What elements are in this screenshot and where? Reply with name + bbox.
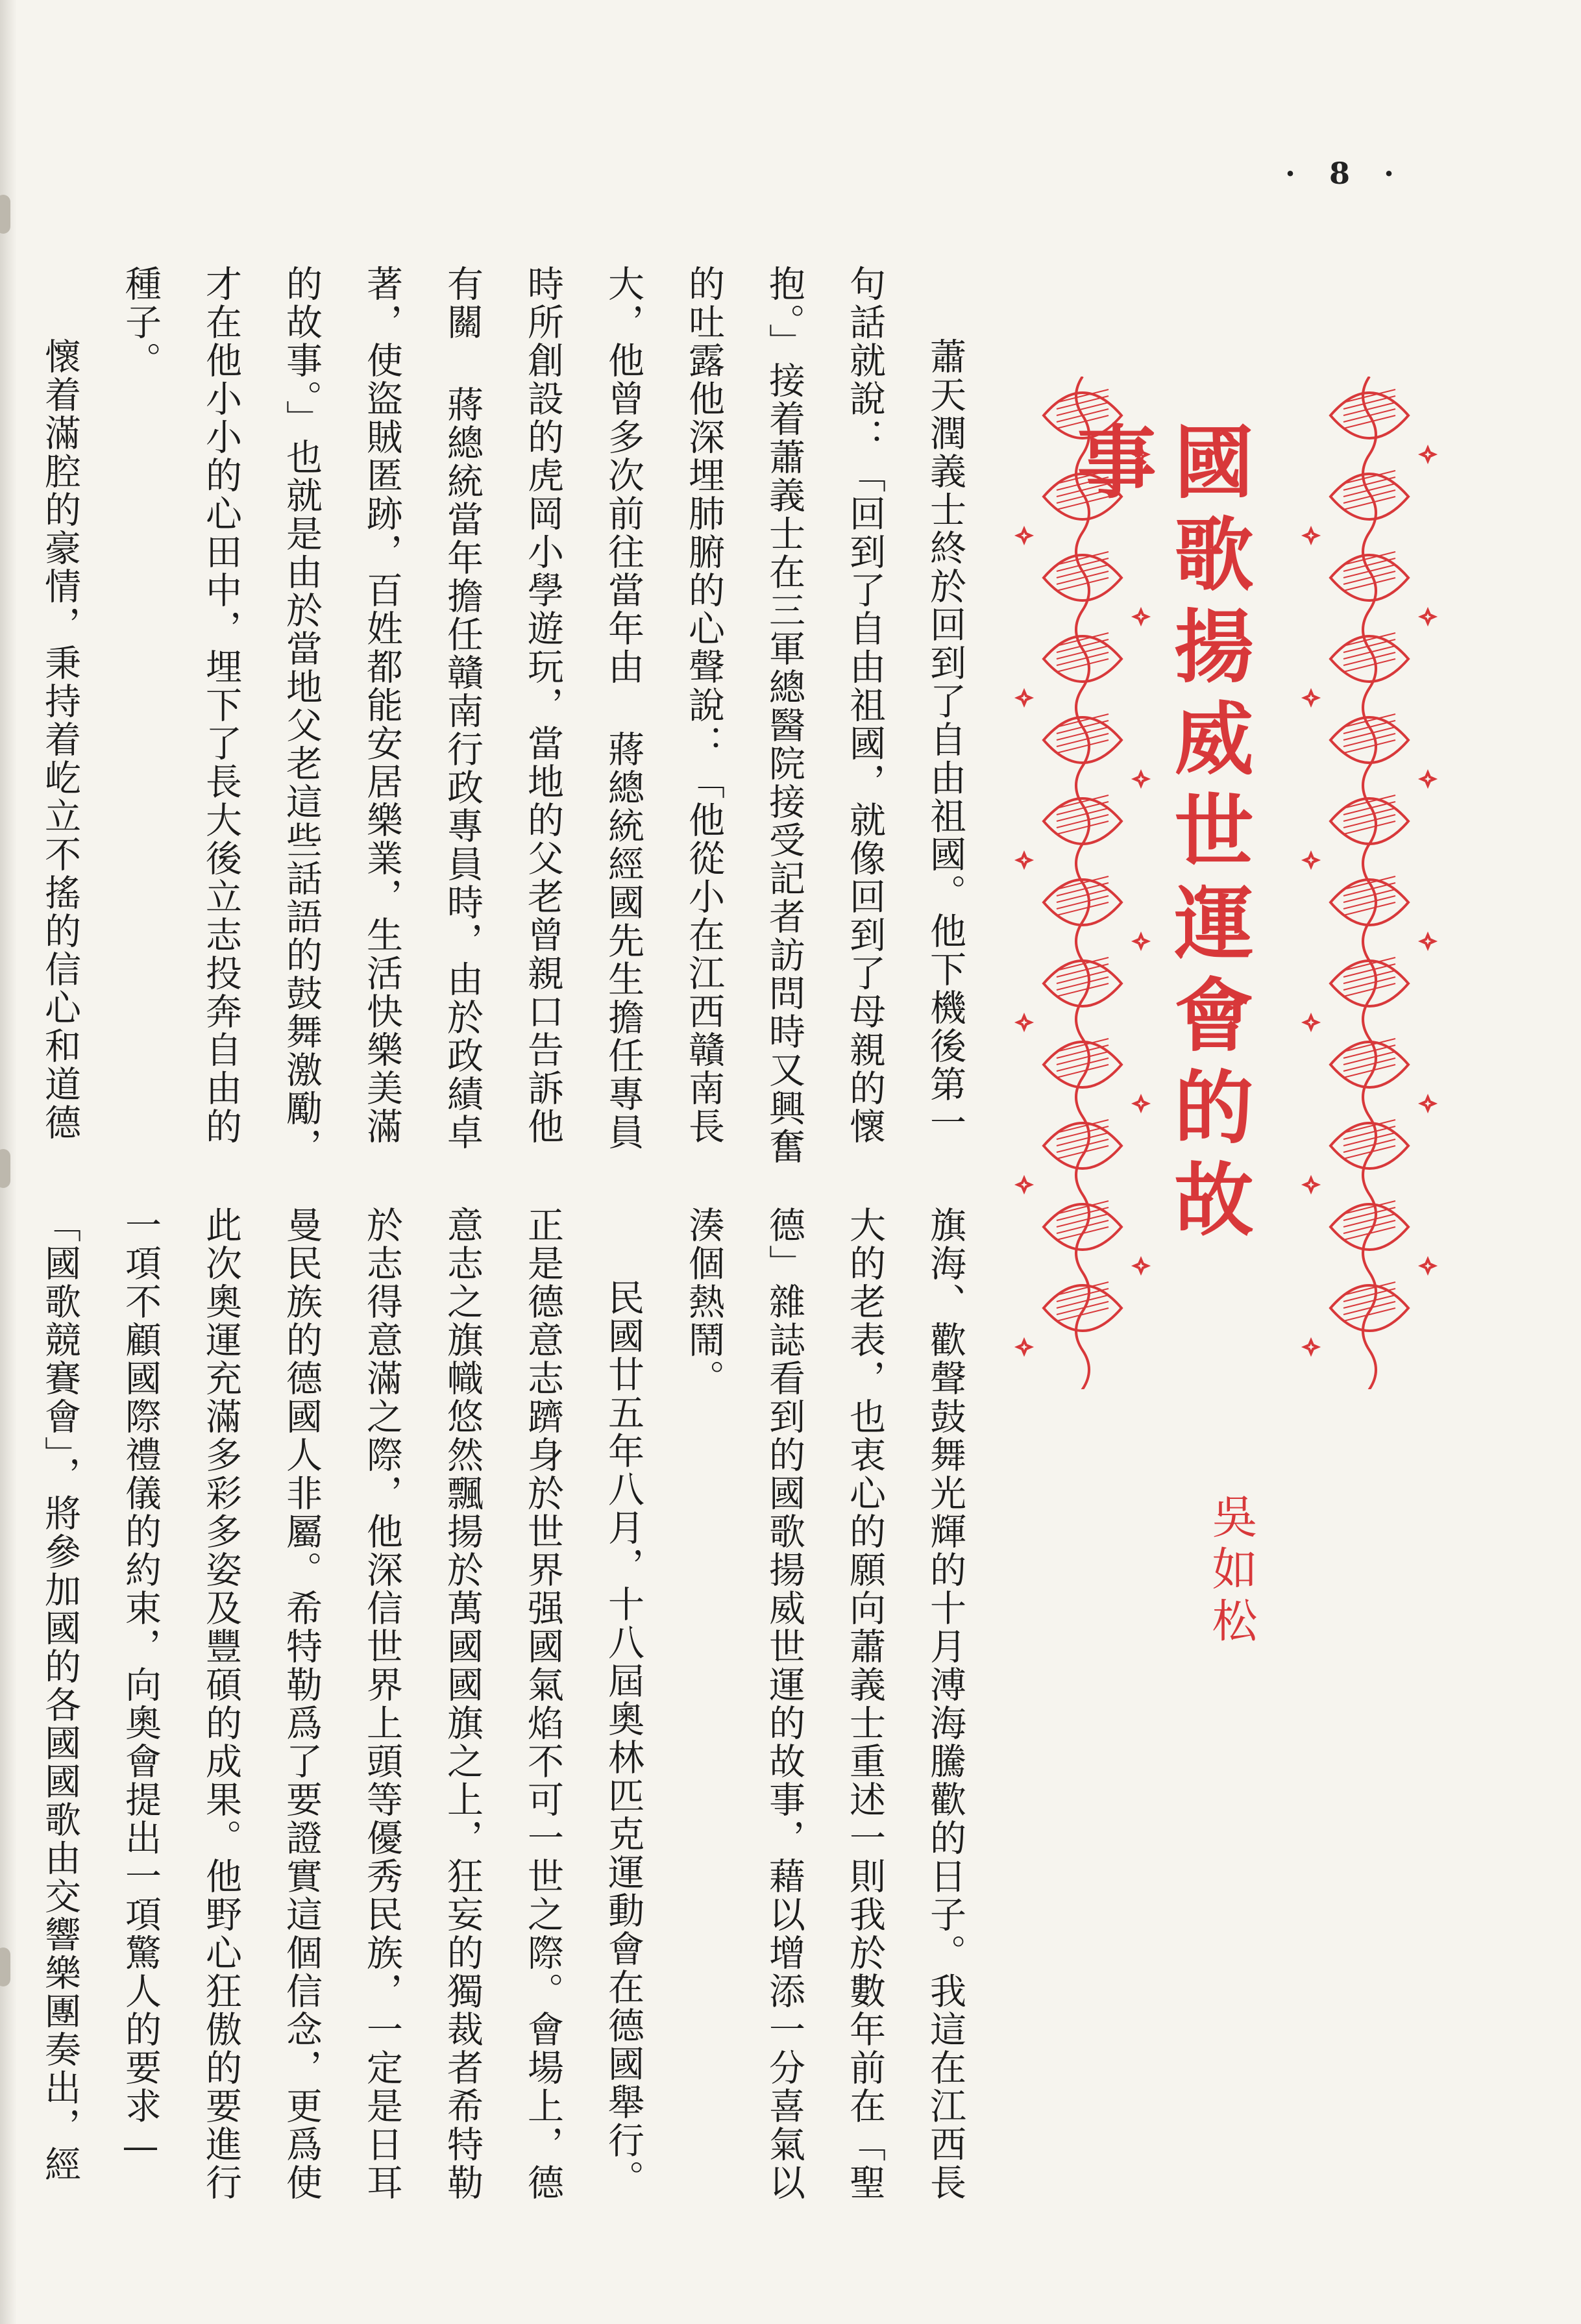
paragraph: 懷着滿腔的豪情，秉持着屹立不搖的信心和道德 [39, 338, 81, 1142]
floral-ornament-right [1292, 377, 1447, 1389]
page-number: · 8 · [1285, 156, 1406, 191]
author-name: 吳如松 [1205, 1493, 1258, 1649]
paragraph: 民國廿五年八月，十八屆奧林匹克運動會在德國舉行。正是德意志躋身於世界强國氣焰不可一世之際。會場上，德意志之旗幟悠然飄揚於萬國國旗之上，狂妄的獨裁者希特勒於志得意滿之際，他深信世界上頭等優秀民族，一定是日耳曼民族的德國人非屬。希特勒爲了要證實這個信念，更爲使此次奧運充滿多彩多姿及豐碩的成果。他野心狂傲的要進行一項不顧國際禮儀的約束，向奧會提出一項驚人的要求—「國歌競賽會」，將參加國的各國國歌由交響樂團奏出，經 [39, 1206, 644, 2202]
paragraph: 旗海、歡聲鼓舞光輝的十月溥海騰歡的日子。我這在江西長大的老表，也衷心的願向蕭義士重述一則我於數年前在「聖德」雜誌看到的國歌揚威世運的故事，藉以增添一分喜氣以湊個熱鬧。 [683, 1206, 966, 2202]
article-body-upper [25, 265, 985, 1174]
binding-hole [0, 195, 10, 234]
article-body-lower [25, 1206, 985, 2219]
article-title: 國歌揚威世運會的故事 [1064, 421, 1255, 1250]
paragraph: 蕭天潤義士終於回到了自由祖國。他下機後第一句話就說：「回到了自由祖國，就像回到了母親的懷抱。」接着蕭義士在三軍總醫院接受記者訪問時又興奮的吐露他深埋肺腑的心聲說：「他從小在江西贛南長大，他曾多次前往當年由 蔣總統經國先生擔任專員時所創設的虎岡小學遊玩，當地的父老曾親口告訴他有關 蔣總統當年擔任贛南行政專員時，由於政績卓著，使盜賊匿跡，百姓都能安居樂業，生活快樂美滿的故事。」也就是由於當地父老這些話語的鼓舞激勵，才在他小小的心田中，埋下了長大後立志投奔自由的種子。 [119, 265, 966, 1166]
floral-ornament-left [1005, 377, 1160, 1389]
